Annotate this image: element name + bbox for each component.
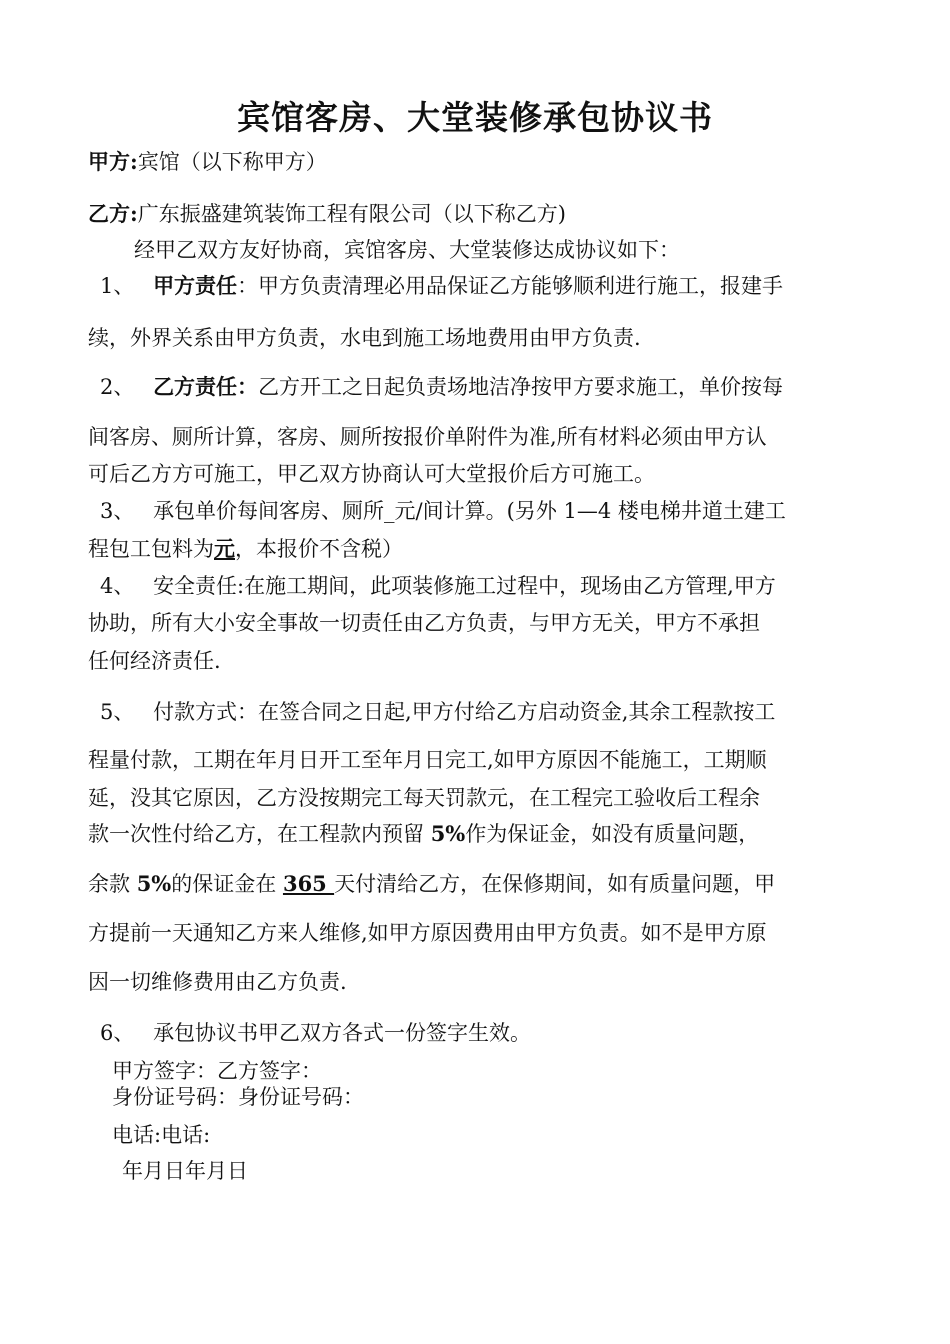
clause-5-number: 5、 (100, 700, 135, 724)
id-number-line: 身份证号码：身份证号码： (112, 1085, 364, 1109)
clause-1-text-1: ：甲方负责清理必用品保证乙方能够顺利进行施工，报建手 (237, 274, 784, 298)
phone-line: 电话:电话: (112, 1123, 211, 1147)
document-title: 宾馆客房、大堂装修承包协议书 (237, 98, 713, 137)
clause-6-number: 6、 (100, 1021, 135, 1045)
clause-5-line-3: 延，没其它原因，乙方没按期完工每天罚款元，在工程完工验收后工程余 (88, 786, 760, 810)
clause-4-text-1: 安全责任:在施工期间，此项装修施工过程中，现场由乙方管理,甲方 (153, 574, 776, 598)
clause-1-number: 1、 (100, 274, 135, 298)
party-b-label: 乙方: (88, 201, 138, 226)
clause-3-text-2-post: ，本报价不含税） (235, 537, 403, 561)
party-a-label: 甲方: (88, 149, 138, 174)
clause-5-text-5-post: 天付清给乙方，在保修期间，如有质量问题，甲 (334, 872, 776, 896)
clause-5-text-4-pre: 款一次性付给乙方，在工程款内预留 (88, 822, 431, 846)
clause-5-line-4 (88, 820, 759, 848)
clause-2-number: 2、 (100, 375, 135, 399)
clause-6-line (100, 1019, 531, 1047)
clause-4-line-1 (100, 572, 776, 600)
clause-3-text-2-pre: 程包工包料为 (88, 537, 214, 561)
clause-4-line-2: 协助，所有大小安全事故一切责任由乙方负责，与甲方无关，甲方不承担 (88, 611, 760, 635)
signature-line: 甲方签字：乙方签字： (112, 1059, 322, 1083)
date-line: 年月日年月日 (122, 1159, 248, 1183)
clause-5-text-4-post: 作为保证金，如没有质量问题， (465, 822, 760, 846)
clause-5-days: 365 (282, 871, 335, 896)
clause-3-line-2 (88, 535, 403, 563)
clause-5-line-1 (100, 698, 775, 726)
clause-3-text-1: 承包单价每间客房、厕所_元/间计算。(另外 1—4 楼电梯井道土建工 (153, 499, 786, 523)
clause-2-line-2: 间客房、厕所计算，客房、厕所按报价单附件为准,所有材料必须由甲方认 (88, 425, 767, 449)
clause-1-heading: 甲方责任 (153, 273, 238, 298)
clause-5-line-7: 因一切维修费用由乙方负责. (88, 970, 347, 994)
clause-3-line-1 (100, 497, 786, 525)
party-a-line (88, 148, 327, 176)
clause-5-deposit-pct: 5% (136, 871, 172, 896)
clause-3-number: 3、 (100, 499, 135, 523)
party-b-line (88, 200, 566, 228)
clause-5-line-2: 程量付款，工期在年月日开工至年月日完工,如甲方原因不能施工，工期顺 (88, 748, 767, 772)
clause-6-text: 承包协议书甲乙双方各式一份签字生效。 (153, 1021, 532, 1045)
clause-5-retention-pct: 5% (430, 821, 466, 846)
clause-5-text-1: 付款方式：在签合同之日起,甲方付给乙方启动资金,其余工程款按工 (153, 700, 776, 724)
clause-3-yuan: 元 (214, 536, 235, 561)
party-b-text: 广东振盛建筑装饰工程有限公司（以下称乙方) (137, 202, 566, 226)
clause-2-heading: 乙方责任： (153, 374, 259, 399)
clause-5-text-5-mid: 的保证金在 (171, 872, 283, 896)
clause-2-line-1 (100, 373, 783, 401)
party-a-text: 宾馆（以下称甲方） (137, 150, 327, 174)
clause-4-number: 4、 (100, 574, 135, 598)
clause-5-text-5-pre: 余款 (88, 872, 137, 896)
clause-1-line-1 (100, 272, 783, 300)
clause-2-line-3: 可后乙方方可施工，甲乙双方协商认可大堂报价后方可施工。 (88, 462, 655, 486)
clause-1-line-2: 续，外界关系由甲方负责，水电到施工场地费用由甲方负责. (88, 326, 641, 350)
intro-paragraph: 经甲乙双方友好协商，宾馆客房、大堂装修达成协议如下： (134, 238, 680, 262)
clause-4-line-3: 任何经济责任. (88, 649, 221, 673)
clause-2-text-1: 乙方开工之日起负责场地洁净按甲方要求施工，单价按每 (258, 375, 784, 399)
clause-5-line-5 (88, 870, 775, 898)
clause-5-line-6: 方提前一天通知乙方来人维修,如甲方原因费用由甲方负责。如不是甲方原 (88, 921, 767, 945)
